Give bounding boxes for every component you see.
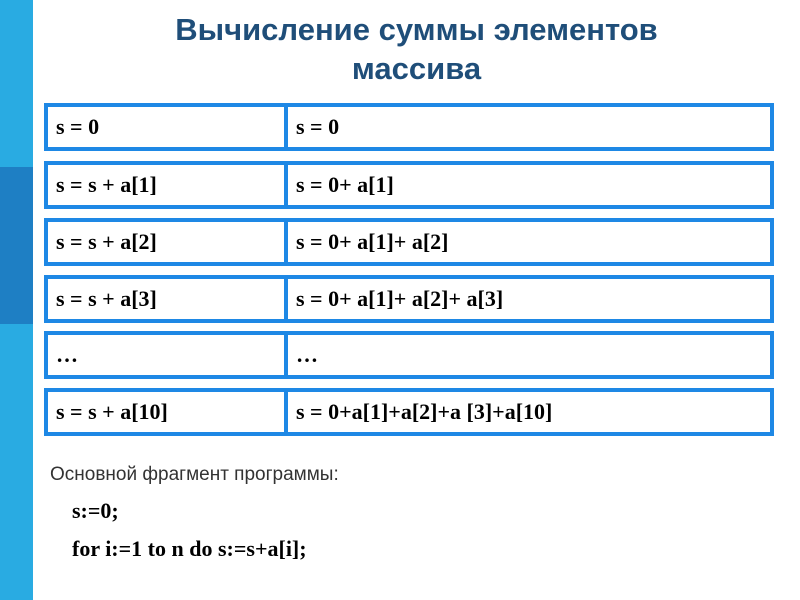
formula-cell: s = s + a[2]	[48, 222, 288, 262]
table-row	[44, 275, 774, 323]
expansion-cell: s = 0+ a[1]	[296, 172, 394, 197]
ellipsis-cell: …	[48, 335, 288, 375]
formula-cell: s = s + a[10]	[48, 392, 288, 432]
title-line-2: массива	[351, 51, 482, 86]
expansion-cell: s = 0+ a[1]+ a[2]+ a[3]	[296, 286, 504, 311]
page-title	[33, 10, 800, 88]
expansion-cell: s = 0+ a[1]+ a[2]	[296, 229, 449, 254]
code-line-init: s:=0;	[72, 498, 119, 523]
ellipsis-cell: …	[296, 342, 318, 367]
formula-cell: s = 0	[48, 107, 288, 147]
table-row	[44, 103, 774, 151]
table-row	[44, 388, 774, 436]
table-row	[44, 218, 774, 266]
left-decorative-stripe-accent	[0, 167, 33, 324]
formula-cell: s = s + a[1]	[48, 165, 288, 205]
expansion-cell: s = 0	[296, 114, 340, 139]
formula-cell: s = s + a[3]	[48, 279, 288, 319]
title-line-1: Вычисление суммы элементов	[175, 12, 658, 47]
code-line-loop: for i:=1 to n do s:=s+a[i];	[72, 536, 307, 561]
program-fragment-caption: Основной фрагмент программы:	[50, 464, 339, 485]
table-row	[44, 161, 774, 209]
table-row	[44, 331, 774, 379]
expansion-cell: s = 0+a[1]+a[2]+a [3]+a[10]	[296, 399, 553, 424]
